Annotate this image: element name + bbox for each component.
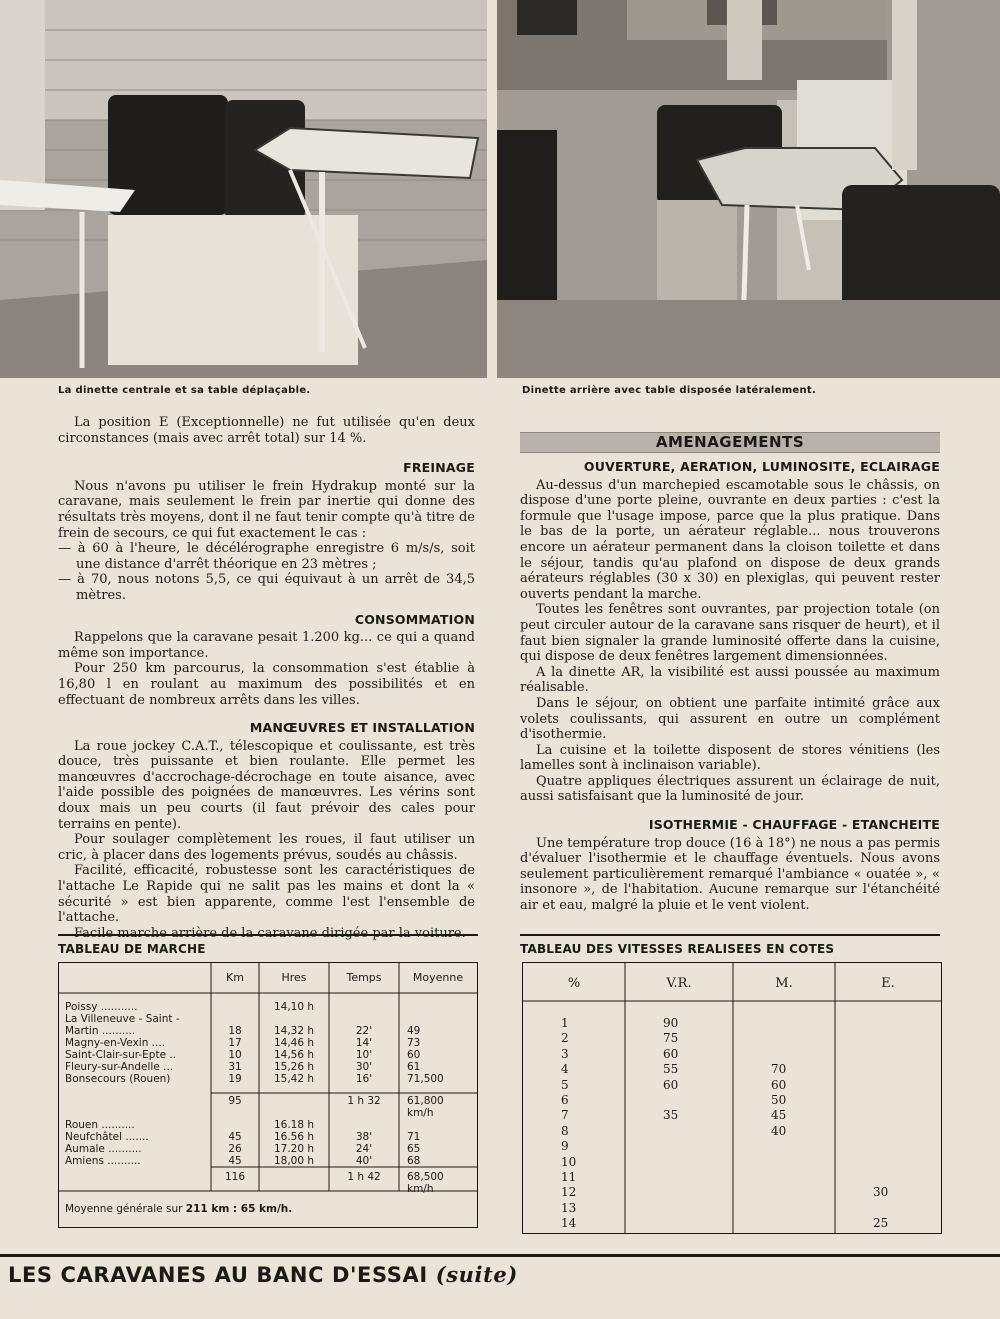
cotes-top-rule: [520, 934, 940, 936]
marche-value-cell: 16.56 h: [273, 1131, 315, 1143]
cotes-header-m: M.: [775, 976, 793, 991]
marche-table: [58, 962, 478, 1228]
paragraph: Pour soulager complètement les roues, il faut utiliser un cric, à placer dans des logements prévus, soudés au châssis.: [58, 832, 475, 863]
cotes-value-cell: 25: [873, 1216, 889, 1231]
marche-footer: [65, 1203, 292, 1215]
cotes-value-cell: 40: [771, 1123, 787, 1138]
marche-place-cell: Aumale ..........: [65, 1143, 142, 1155]
marche-value-cell: 40': [355, 1155, 373, 1167]
marche-value-cell: 22': [355, 1025, 373, 1037]
marche-value-cell: 19: [228, 1073, 242, 1085]
cotes-value-cell: 60: [663, 1046, 679, 1061]
cotes-table: [522, 962, 942, 1234]
consommation-heading: CONSOMMATION: [354, 611, 475, 627]
paragraph: Quatre appliques électriques assurent un éclairage de nuit, aussi satisfaisant que la luminosité de jour.: [520, 773, 940, 805]
marche-value-cell: 38': [355, 1131, 373, 1143]
marche-value-cell: 31: [228, 1061, 242, 1073]
marche-value-cell: 16': [355, 1073, 373, 1085]
marche-value-cell: 14,32 h: [273, 1025, 315, 1037]
left-column: [58, 415, 475, 941]
cotes-pct-cell: 7: [561, 1108, 569, 1123]
amenagements-title: AMENAGEMENTS: [652, 433, 808, 451]
marche-value-cell: 17.20 h: [273, 1143, 315, 1155]
ouverture-heading: OUVERTURE, AERATION, LUMINOSITE, ECLAIRAGE: [583, 459, 940, 474]
photo-central-dinette-image: [0, 0, 487, 378]
marche-value-cell: 73: [407, 1037, 421, 1049]
marche-place-cell: Neufchâtel .......: [65, 1131, 149, 1143]
paragraph: Toutes les fenêtres sont ouvrantes, par projection totale (on peut circuler autour de la caravane sans risquer de heurt), et il faut bien signaler la grande luminosité offerte dans la cuisine, qui dispose de deux fenêtres largement dimensionnées.: [520, 602, 940, 665]
isothermie-heading: ISOTHERMIE - CHAUFFAGE - ETANCHEITE: [648, 817, 940, 833]
paragraph: La cuisine et la toilette disposent de stores vénitiens (les lamelles sont à inclinaison variable).: [520, 742, 940, 774]
photo-rear-dinette-image: [497, 0, 1000, 378]
marche-value-cell: 60: [407, 1049, 421, 1061]
marche-place-cell: La Villeneuve - Saint -: [65, 1013, 180, 1025]
marche-header-hres: Hres: [281, 971, 307, 984]
cotes-pct-cell: 12: [561, 1185, 577, 1200]
marche-value-cell: 15,26 h: [273, 1061, 315, 1073]
marche-header-temps: Temps: [346, 971, 382, 984]
paragraph: Facilité, efficacité, robustesse sont les caractéristiques de l'attache Le Rapide qui ne salit pas les mains et dont la « sécurité » est bien apparente, comme l'est l'ensemble de l'attache.: [58, 863, 475, 926]
cotes-pct-cell: 1: [561, 1016, 569, 1030]
marche-value-cell: 17: [228, 1037, 242, 1049]
marche-place-cell: Poissy ...........: [65, 1001, 138, 1013]
photo-rear-dinette: [497, 0, 1000, 378]
intro-paragraph: La position E (Exceptionnelle) ne fut utilisée qu'en deux circonstances (mais avec arrêt total) sur 14 %.: [58, 415, 475, 446]
cotes-value-cell: 50: [771, 1093, 787, 1107]
cotes-value-cell: 30: [873, 1185, 889, 1200]
paragraph: Une température trop douce (16 à 18°) ne nous a pas permis d'évaluer l'isothermie et le chauffage éventuels. Nous avons seulement particulièrement remarqué l'ambiance « ouatée », « insonore », de l'habitation. Aucune remarque sur l'étanchéité air et eau, malgré la pluie et le vent violent.: [520, 835, 940, 914]
marche-value-cell: 68,500: [407, 1171, 444, 1183]
marche-value-cell: 68: [407, 1155, 421, 1167]
marche-top-rule: [58, 934, 478, 936]
cotes-value-cell: 45: [771, 1108, 787, 1123]
freinage-heading: FREINAGE: [403, 460, 475, 476]
marche-place-cell: Martin ..........: [65, 1025, 136, 1037]
marche-place-cell: Bonsecours (Rouen): [65, 1073, 171, 1085]
paragraph: Dans le séjour, on obtient une parfaite intimité grâce aux volets coulissants, qui assurent en outre un complément d'isothermie.: [520, 695, 940, 743]
marche-value-cell: 15,42 h: [273, 1073, 315, 1085]
cotes-header-vr: V.R.: [666, 976, 692, 991]
marche-value-cell: 14': [355, 1037, 373, 1049]
marche-value-cell: 26: [228, 1143, 242, 1155]
list-item: — à 60 à l'heure, le décélérographe enregistre 6 m/s/s, soit une distance d'arrêt théorique en 23 mètres ;: [58, 541, 475, 572]
caption-left: La dinette centrale et sa table déplaçable.: [58, 385, 311, 396]
cotes-title: TABLEAU DES VITESSES REALISEES EN COTES: [520, 942, 835, 956]
footer-rule: [0, 1254, 1000, 1257]
marche-header-moyenne: Moyenne: [412, 971, 464, 984]
cotes-pct-cell: 4: [561, 1062, 569, 1077]
marche-title: TABLEAU DE MARCHE: [58, 942, 206, 956]
cotes-value-cell: 90: [663, 1016, 679, 1030]
marche-footer-label: Moyenne générale sur: [65, 1203, 183, 1215]
marche-value-cell: 14,46 h: [273, 1037, 315, 1049]
cotes-pct-cell: 3: [561, 1046, 569, 1061]
cotes-pct-cell: 6: [561, 1093, 569, 1107]
cotes-value-cell: 60: [771, 1077, 787, 1092]
amenagements-banner: [520, 432, 940, 453]
cotes-header-e: E.: [881, 976, 895, 991]
marche-value-cell: 1 h 32: [347, 1095, 381, 1107]
marche-header-km: Km: [226, 971, 244, 984]
cotes-pct-cell: 13: [561, 1200, 577, 1215]
cotes-pct-cell: 9: [561, 1139, 569, 1154]
paragraph: Au-dessus d'un marchepied escamotable sous le châssis, on dispose d'une porte pleine, ouvrante en deux parties : c'est la formule que l'usage impose, parce que la plus pratique. Dans le bas de la porte, un aérateur réglable... nous trouverons encore un aérateur permanent dans la cloison toilette et dans le séjour, tandis qu'au plafond on dispose de deux grands aérateurs réglables (30 x 30) en plexiglas, qui peuvent rester ouverts pendant la marche.: [520, 477, 940, 602]
marche-value-cell: km/h: [407, 1183, 434, 1195]
marche-place-cell: Fleury-sur-Andelle ...: [65, 1061, 174, 1073]
marche-place-cell: Magny-en-Vexin ....: [65, 1037, 166, 1049]
marche-value-cell: 10': [355, 1049, 373, 1061]
footer-suffix: (suite): [435, 1262, 518, 1287]
marche-value-cell: 71,500: [407, 1073, 444, 1085]
marche-value-cell: 61,800: [407, 1095, 444, 1107]
marche-value-cell: 65: [407, 1143, 421, 1155]
marche-footer-value: 211 km : 65 km/h.: [185, 1203, 293, 1215]
freinage-paragraph: Nous n'avons pu utiliser le frein Hydrakup monté sur la caravane, mais seulement le frein par inertie qui donne des résultats très moyens, dont il ne faut tenir compte qu'à titre de frein de secours, ce qui fut exactement le cas :: [58, 478, 475, 541]
cotes-value-cell: 75: [663, 1031, 679, 1046]
marche-value-cell: 30': [355, 1061, 373, 1073]
marche-value-cell: 18,00 h: [273, 1155, 315, 1167]
cotes-value-cell: 55: [663, 1062, 679, 1077]
cotes-value-cell: 35: [663, 1108, 679, 1123]
right-column: [520, 432, 940, 914]
marche-place-cell: Amiens ..........: [65, 1155, 141, 1167]
marche-value-cell: 1 h 42: [347, 1171, 381, 1183]
marche-value-cell: 14,56 h: [273, 1049, 315, 1061]
paragraph: Pour 250 km parcourus, la consommation s'est établie à 16,80 l en roulant au maximum des possibilités et en effectuant de nombreux arrêts dans les villes.: [58, 661, 475, 708]
manoeuvres-heading: MANŒUVRES ET INSTALLATION: [249, 720, 475, 736]
footer-title: LES CARAVANES AU BANC D'ESSAI: [8, 1263, 428, 1287]
marche-value-cell: 45: [228, 1131, 242, 1143]
cotes-value-cell: 70: [771, 1062, 787, 1077]
caption-right: Dinette arrière avec table disposée latéralement.: [522, 385, 817, 396]
marche-place-cell: Rouen ..........: [65, 1119, 135, 1131]
list-item: — à 70, nous notons 5,5, ce qui équivaut à un arrêt de 34,5 mètres.: [58, 572, 475, 603]
cotes-pct-cell: 11: [561, 1170, 577, 1184]
cotes-header-pct: %: [567, 976, 581, 991]
marche-value-cell: 24': [355, 1143, 373, 1155]
paragraph: Rappelons que la caravane pesait 1.200 kg... ce qui a quand même son importance.: [58, 630, 475, 661]
marche-value-cell: 45: [228, 1155, 242, 1167]
marche-value-cell: 61: [407, 1061, 421, 1073]
cotes-pct-cell: 14: [561, 1216, 577, 1231]
freinage-list: [58, 541, 475, 603]
cotes-pct-cell: 5: [561, 1077, 569, 1092]
marche-value-cell: 16.18 h: [273, 1119, 315, 1131]
photo-central-dinette: [0, 0, 487, 378]
marche-value-cell: 18: [228, 1025, 242, 1037]
marche-place-cell: Saint-Clair-sur-Epte ..: [65, 1049, 177, 1061]
cotes-pct-cell: 8: [561, 1123, 569, 1138]
marche-value-cell: 116: [224, 1171, 246, 1183]
cotes-pct-cell: 2: [561, 1031, 569, 1046]
marche-value-cell: 10: [228, 1049, 242, 1061]
marche-value-cell: km/h: [407, 1107, 434, 1119]
cotes-pct-cell: 10: [561, 1154, 577, 1169]
paragraph: A la dinette AR, la visibilité est aussi poussée au maximum réalisable.: [520, 664, 940, 696]
marche-value-cell: 14,10 h: [273, 1001, 315, 1013]
running-footer: [8, 1262, 518, 1287]
marche-value-cell: 49: [407, 1025, 421, 1037]
marche-value-cell: 71: [407, 1131, 421, 1143]
paragraph: La roue jockey C.A.T., télescopique et coulissante, est très douce, très puissante et bien roulante. Elle permet les manœuvres d'accrochage-décrochage en toute aisance, avec l'aide possible des poignées de manœuvres. Les vérins sont doux mais un peu courts (il faut prévoir des cales pour terrains en pente).: [58, 738, 475, 832]
cotes-value-cell: 60: [663, 1077, 679, 1092]
marche-value-cell: 95: [228, 1095, 242, 1107]
